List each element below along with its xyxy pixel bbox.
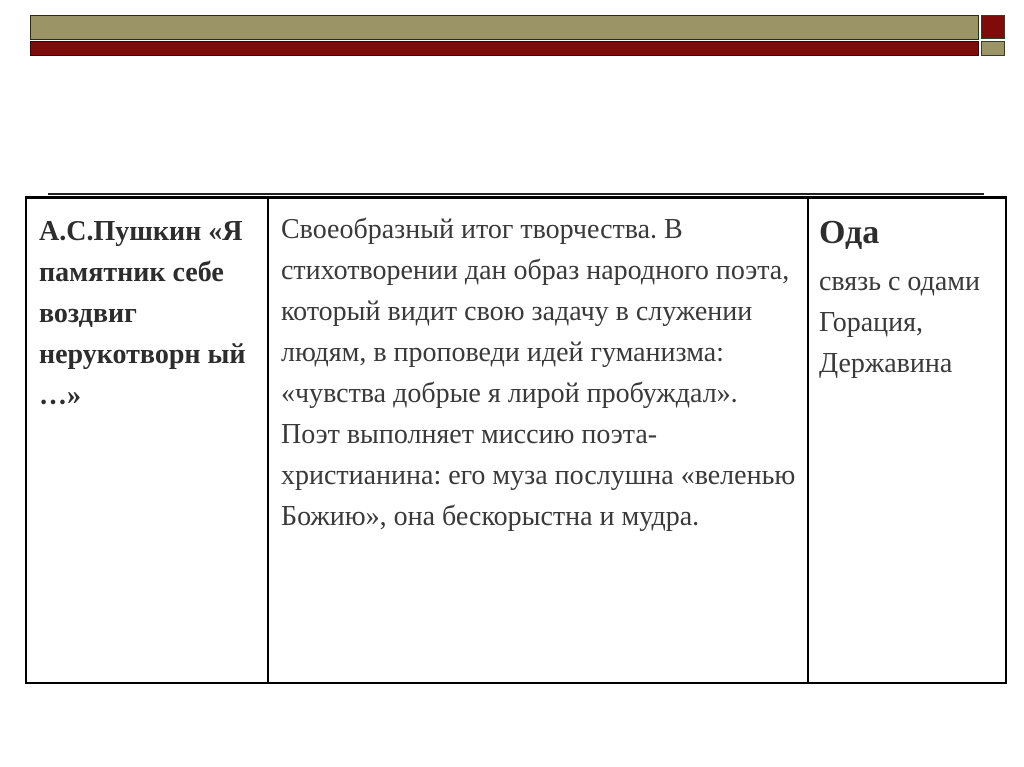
table-top-line [48,193,984,195]
content-table [25,196,1007,684]
genre-title: Ода [819,214,880,251]
table [27,199,1005,682]
header-bar-maroon [30,41,979,56]
description-cell [268,199,808,682]
author-work-title: А.С.Пушкин «Я памятник себе воздвиг нерукотворн ый …» [39,216,246,411]
description-text: Своеобразный итог творчества. В стихотворении дан образ народного поэта, который видит свою задачу в служении людям, в проповеди идей гуманизма: «чувства добрые я лирой пробуждал». Поэт выполняет миссию поэта-христианина: его муза послушна «веленью Божию», она бескорыстна и мудра. [281,214,796,532]
header-square-maroon [981,15,1005,39]
header-bar-olive [30,15,979,40]
genre-cell [808,199,1005,682]
header-square-olive [981,41,1005,56]
author-work-cell [27,199,268,682]
genre-note: связь с одами Горация, Державина [819,266,980,379]
table-row [27,199,1005,682]
